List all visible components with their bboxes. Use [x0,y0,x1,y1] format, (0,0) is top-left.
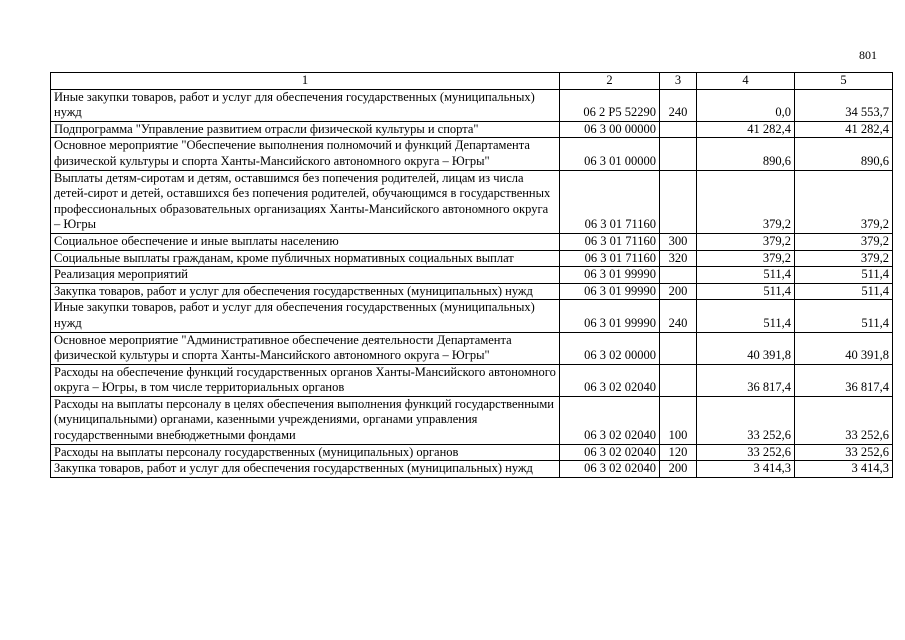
row-sum-col5: 36 817,4 [795,364,893,396]
table-row [51,332,893,364]
table-header-row [51,73,893,90]
table-row [51,396,893,444]
table-row [51,121,893,138]
row-code: 06 3 01 71160 [560,233,660,250]
row-sum-col4: 33 252,6 [697,396,795,444]
row-name: Расходы на выплаты персоналу государственных (муниципальных) органов [51,444,560,461]
table-row [51,250,893,267]
row-expense-type: 240 [660,300,697,332]
row-code: 06 3 01 00000 [560,138,660,170]
row-expense-type [660,138,697,170]
row-sum-col4: 890,6 [697,138,795,170]
row-sum-col4: 33 252,6 [697,444,795,461]
header-col-5: 5 [795,73,893,90]
row-code: 06 3 01 99990 [560,283,660,300]
row-sum-col5: 379,2 [795,233,893,250]
row-name: Основное мероприятие "Административное обеспечение деятельности Департамента физической культуры и спорта Ханты-Мансийского автономного округа – Югры" [51,332,560,364]
row-name: Иные закупки товаров, работ и услуг для обеспечения государственных (муниципальных) нужд [51,89,560,121]
row-name: Иные закупки товаров, работ и услуг для обеспечения государственных (муниципальных) нужд [51,300,560,332]
row-expense-type [660,121,697,138]
table-row [51,267,893,284]
row-code: 06 3 02 02040 [560,396,660,444]
row-name: Закупка товаров, работ и услуг для обеспечения государственных (муниципальных) нужд [51,461,560,478]
row-name: Расходы на выплаты персоналу в целях обеспечения выполнения функций государственными (муниципальными) органами, казенными учреждениями, органами управления государственными внебюджетными фондами [51,396,560,444]
row-sum-col5: 511,4 [795,267,893,284]
row-expense-type: 240 [660,89,697,121]
table-row [51,170,893,233]
row-code: 06 3 01 99990 [560,267,660,284]
row-sum-col5: 41 282,4 [795,121,893,138]
row-name: Социальные выплаты гражданам, кроме публичных нормативных социальных выплат [51,250,560,267]
header-col-1: 1 [51,73,560,90]
row-name: Расходы на обеспечение функций государственных органов Ханты-Мансийского автономного округа – Югры, в том числе территориальных органов [51,364,560,396]
budget-table [50,72,893,478]
row-name: Выплаты детям-сиротам и детям, оставшимся без попечения родителей, лицам из числа детей-сирот и детей, оставшихся без попечения родителей, обучающимся в государственных профессиональных образовательных организациях Ханты-Мансийского автономного округа – Югры [51,170,560,233]
row-sum-col5: 379,2 [795,250,893,267]
table-row [51,283,893,300]
row-name: Подпрограмма "Управление развитием отрасли физической культуры и спорта" [51,121,560,138]
row-sum-col4: 40 391,8 [697,332,795,364]
row-sum-col4: 36 817,4 [697,364,795,396]
row-sum-col4: 511,4 [697,267,795,284]
row-sum-col4: 379,2 [697,233,795,250]
row-expense-type: 120 [660,444,697,461]
row-name: Социальное обеспечение и иные выплаты населению [51,233,560,250]
row-expense-type: 300 [660,233,697,250]
row-sum-col5: 33 252,6 [795,444,893,461]
row-expense-type: 320 [660,250,697,267]
row-expense-type [660,170,697,233]
row-sum-col4: 379,2 [697,170,795,233]
row-code: 06 2 P5 52290 [560,89,660,121]
row-expense-type [660,332,697,364]
table-row [51,444,893,461]
row-expense-type [660,364,697,396]
row-code: 06 3 02 02040 [560,444,660,461]
row-name: Закупка товаров, работ и услуг для обеспечения государственных (муниципальных) нужд [51,283,560,300]
row-expense-type [660,267,697,284]
table-row [51,233,893,250]
page-number: 801 [859,48,877,62]
row-name: Основное мероприятие "Обеспечение выполнения полномочий и функций Департамента физической культуры и спорта Ханты-Мансийского автономного округа – Югры" [51,138,560,170]
row-sum-col4: 511,4 [697,283,795,300]
row-name: Реализация мероприятий [51,267,560,284]
row-code: 06 3 01 99990 [560,300,660,332]
table-row [51,461,893,478]
table-row [51,300,893,332]
row-expense-type: 200 [660,461,697,478]
row-sum-col5: 3 414,3 [795,461,893,478]
row-expense-type: 200 [660,283,697,300]
table-row [51,138,893,170]
row-code: 06 3 02 00000 [560,332,660,364]
row-code: 06 3 01 71160 [560,170,660,233]
row-sum-col4: 511,4 [697,300,795,332]
row-sum-col5: 34 553,7 [795,89,893,121]
row-sum-col4: 379,2 [697,250,795,267]
row-sum-col5: 33 252,6 [795,396,893,444]
header-col-2: 2 [560,73,660,90]
header-col-4: 4 [697,73,795,90]
row-expense-type: 100 [660,396,697,444]
table-row [51,364,893,396]
row-code: 06 3 00 00000 [560,121,660,138]
row-sum-col4: 0,0 [697,89,795,121]
row-code: 06 3 01 71160 [560,250,660,267]
row-code: 06 3 02 02040 [560,461,660,478]
table-row [51,89,893,121]
row-sum-col5: 511,4 [795,300,893,332]
row-sum-col5: 890,6 [795,138,893,170]
row-sum-col5: 379,2 [795,170,893,233]
row-sum-col4: 41 282,4 [697,121,795,138]
row-sum-col5: 40 391,8 [795,332,893,364]
row-code: 06 3 02 02040 [560,364,660,396]
row-sum-col5: 511,4 [795,283,893,300]
row-sum-col4: 3 414,3 [697,461,795,478]
header-col-3: 3 [660,73,697,90]
